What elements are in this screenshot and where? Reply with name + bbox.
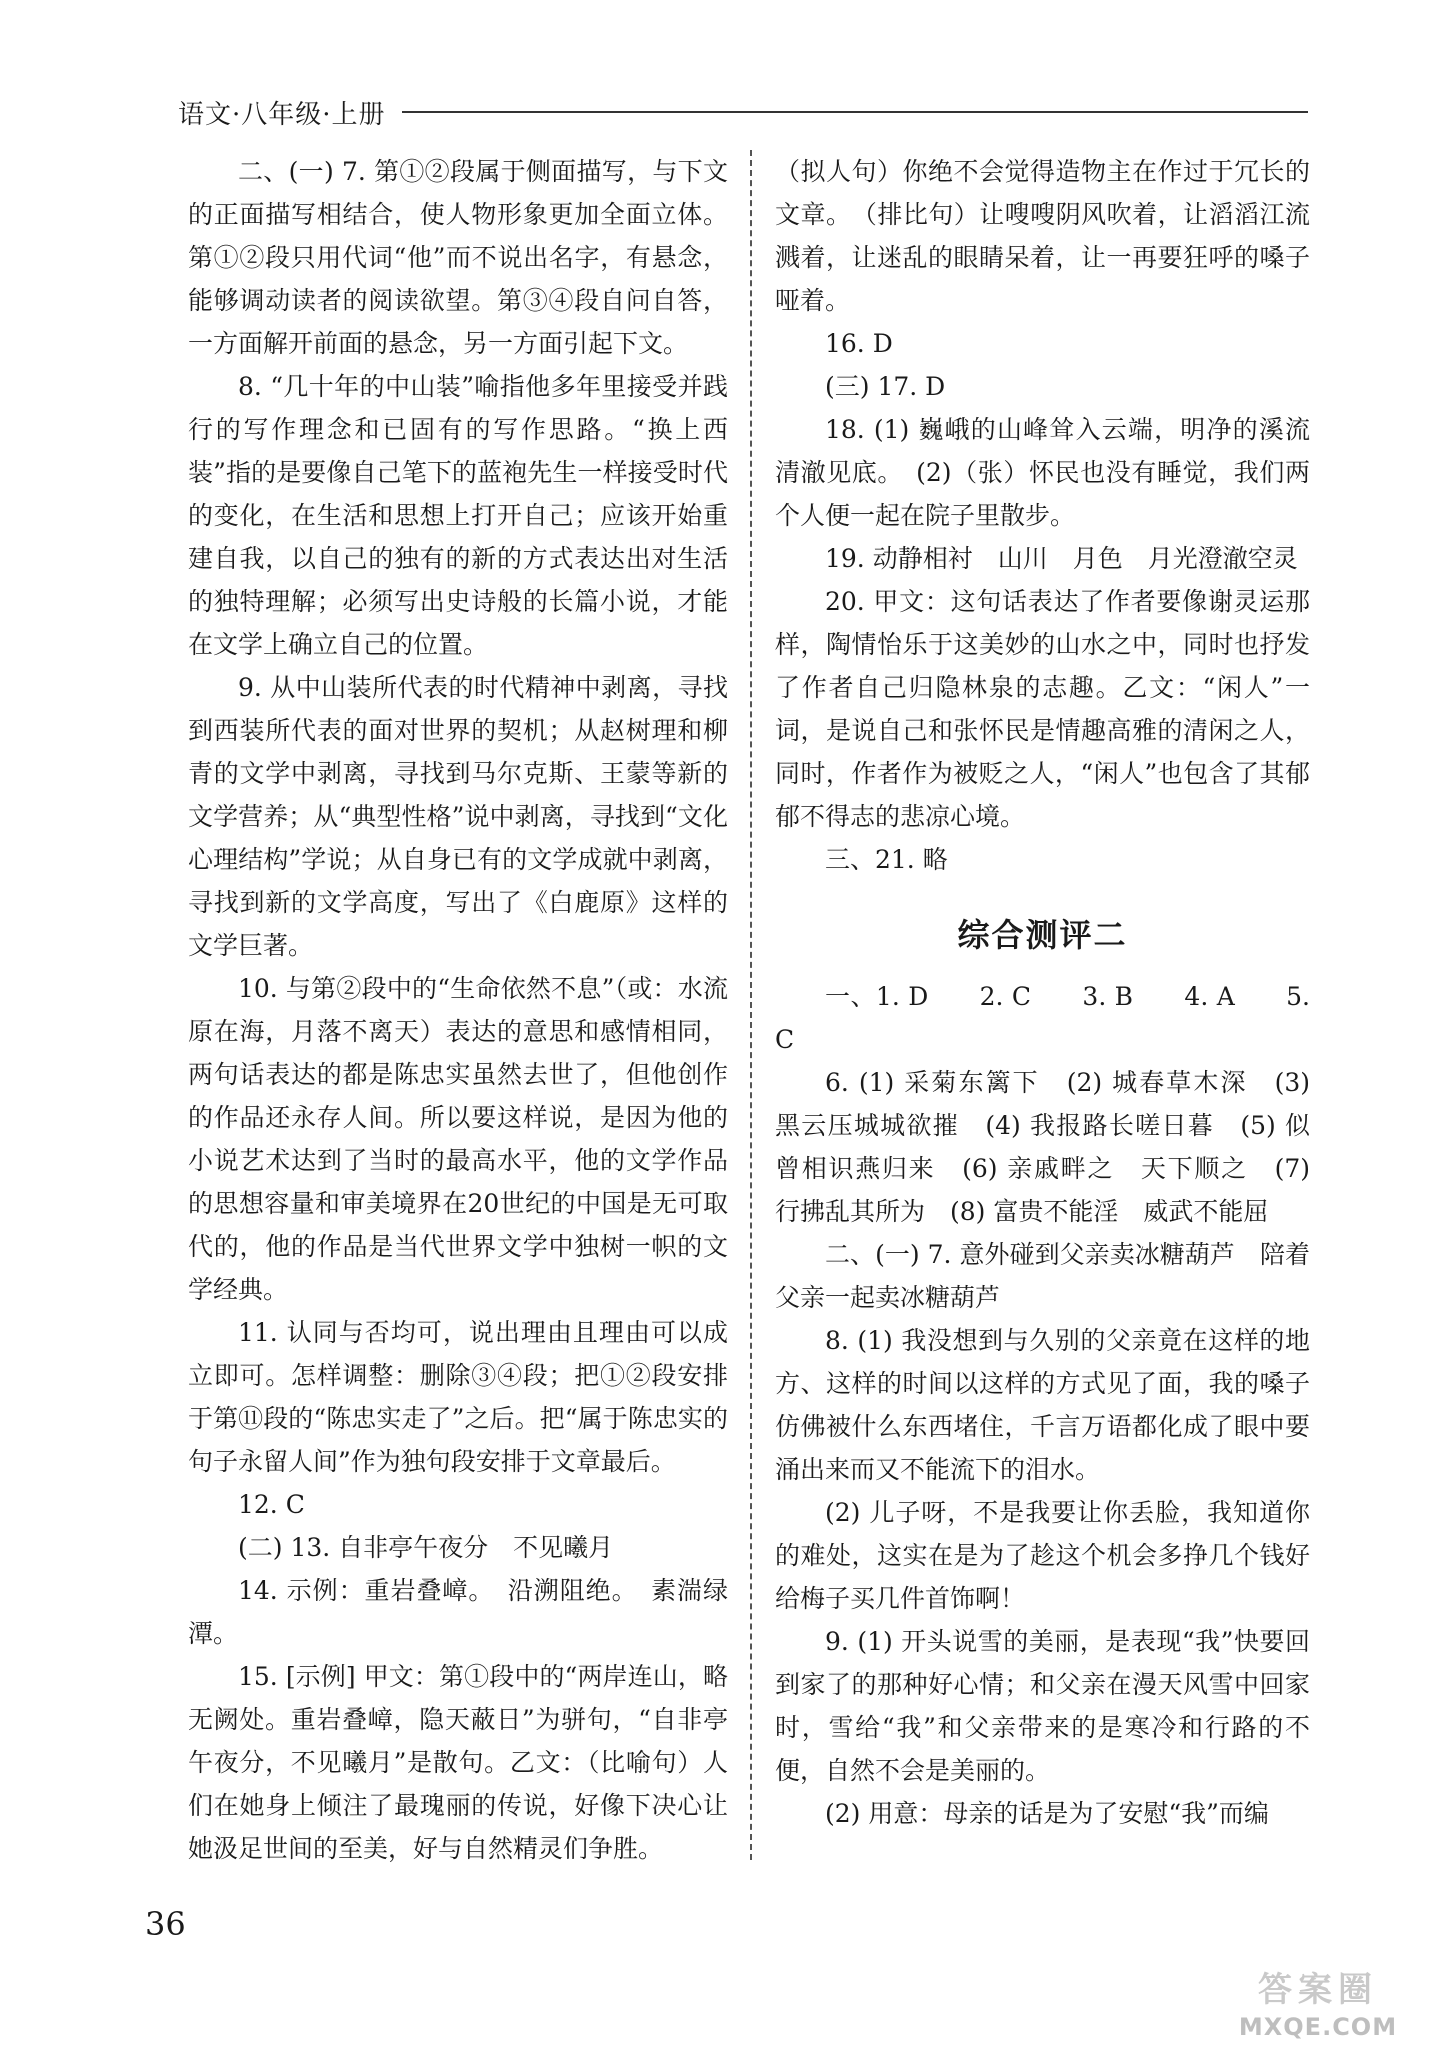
answer-paragraph: (2) 用意：母亲的话是为了安慰“我”而编 (825, 1799, 1269, 1828)
answer-paragraph: 二、(一) 7. 第①②段属于侧面描写，与下文的正面描写相结合，使人物形象更加全面立体。第①②段只用代词“他”而不说出名字，有悬念，能够调动读者的阅读欲望。第③④段自问自答，一方面解开前面的悬念，另一方面引起下文。 (188, 157, 728, 358)
answer-paragraph: (三) 17. D (825, 372, 946, 401)
page-number: 36 (145, 1905, 186, 1943)
answer-paragraph: 9. 从中山装所代表的时代精神中剥离，寻找到西装所代表的面对世界的契机；从赵树理和柳青的文学中剥离，寻找到马尔克斯、王蒙等新的文学营养；从“典型性格”说中剥离，寻找到“文化心理结构”学说；从自身已有的文学成就中剥离，寻找到新的文学高度，写出了《白鹿原》这样的文学巨著。 (188, 673, 728, 960)
answer-paragraph: 9. (1) 开头说雪的美丽，是表现“我”快要回到家了的那种好心情；和父亲在漫天风雪中回家时，雪给“我”和父亲带来的是寒冷和行路的不便，自然不会是美丽的。 (775, 1627, 1310, 1785)
answer-paragraph: 15. [示例] 甲文：第①段中的“两岸连山，略无阙处。重岩叠嶂，隐天蔽日”为骈句，“自非亭午夜分，不见曦月”是散句。乙文：（比喻句）人们在她身上倾注了最瑰丽的传说，好像下决心让她汲足世间的至美，好与自然精灵们争胜。 (188, 1662, 728, 1863)
column-divider (750, 150, 752, 1860)
answer-paragraph: 三、21. 略 (825, 845, 948, 874)
answer-paragraph: 二、(一) 7. 意外碰到父亲卖冰糖葫芦 陪着父亲一起卖冰糖葫芦 (775, 1240, 1310, 1312)
page-header (178, 92, 1308, 132)
header-rule (402, 111, 1308, 113)
watermark (1218, 1968, 1418, 2048)
left-column (188, 150, 728, 1870)
answer-paragraph: 14. 示例：重岩叠嶂。 沿溯阻绝。 素湍绿潭。 (188, 1576, 728, 1648)
answer-paragraph: 8. (1) 我没想到与久别的父亲竟在这样的地方、这样的时间以这样的方式见了面，我的嗓子仿佛被什么东西堵住，千言万语都化成了眼中要涌出来而又不能流下的泪水。 (775, 1326, 1310, 1484)
answer-paragraph: 8. “几十年的中山装”喻指他多年里接受并践行的写作理念和已固有的写作思路。“换上西装”指的是要像自己笔下的蓝袍先生一样接受时代的变化，在生活和思想上打开自己；应该开始重建自我，以自己的独有的新的方式表达出对生活的独特理解；必须写出史诗般的长篇小说，才能在文学上确立自己的位置。 (188, 372, 728, 659)
answer-paragraph: 16. D (825, 329, 893, 358)
answer-paragraph: 19. 动静相衬 山川 月色 月光澄澈空灵 (825, 544, 1298, 573)
answer-paragraph: 一、1. D 2. C 3. B 4. A 5. C (775, 982, 1310, 1054)
answer-paragraph: （拟人句）你绝不会觉得造物主在作过于冗长的文章。 （排比句）让嗖嗖阴风吹着，让滔滔江流溅着，让迷乱的眼睛呆着，让一再要狂呼的嗓子哑着。 (775, 157, 1310, 315)
section-title: 综合测评二 (957, 916, 1128, 954)
answer-paragraph: 20. 甲文：这句话表达了作者要像谢灵运那样，陶情怡乐于这美妙的山水之中，同时也抒发了作者自己归隐林泉的志趣。乙文：“闲人”一词，是说自己和张怀民是情趣高雅的清闲之人，同时，作者作为被贬之人，“闲人”也包含了其郁郁不得志的悲凉心境。 (775, 587, 1310, 831)
answer-paragraph: 6. (1) 采菊东篱下 (2) 城春草木深 (3) 黑云压城城欲摧 (4) 我报路长嗟日暮 (5) 似曾相识燕归来 (6) 亲戚畔之 天下顺之 (7) 行拂乱其所为 (8) 富贵不能淫 威武不能屈 (775, 1068, 1310, 1226)
watermark-logo: 答案圈 (1258, 1970, 1378, 2010)
watermark-url: MXQE.COM (1238, 2013, 1398, 2041)
right-column-top (775, 150, 1310, 881)
answer-paragraph: 10. 与第②段中的“生命依然不息”（或：水流原在海，月落不离天）表达的意思和感情相同，两句话表达的都是陈忠实虽然去世了，但他创作的作品还永存人间。所以要这样说，是因为他的小说艺术达到了当时的最高水平，他的文学作品的思想容量和审美境界在20世纪的中国是无可取代的，他的作品是当代世界文学中独树一帜的文学经典。 (188, 974, 728, 1304)
answer-paragraph: (2) 儿子呀，不是我要让你丢脸，我知道你的难处，这实在是为了趁这个机会多挣几个钱好给梅子买几件首饰啊！ (775, 1498, 1310, 1613)
right-column-bottom (775, 975, 1310, 1835)
answer-paragraph: 18. (1) 巍峨的山峰耸入云端，明净的溪流清澈见底。 (2)（张）怀民也没有睡觉，我们两个人便一起在院子里散步。 (775, 415, 1310, 530)
answer-paragraph: 12. C (238, 1490, 305, 1519)
header-title: 语文·八年级·上册 (178, 99, 386, 130)
answer-paragraph: 11. 认同与否均可，说出理由且理由可以成立即可。怎样调整：删除③④段；把①②段安排于第⑪段的“陈忠实走了”之后。把“属于陈忠实的句子永留人间”作为独句段安排于文章最后。 (188, 1318, 728, 1476)
right-column (775, 150, 1310, 1835)
answer-paragraph: (二) 13. 自非亭午夜分 不见曦月 (238, 1533, 614, 1562)
